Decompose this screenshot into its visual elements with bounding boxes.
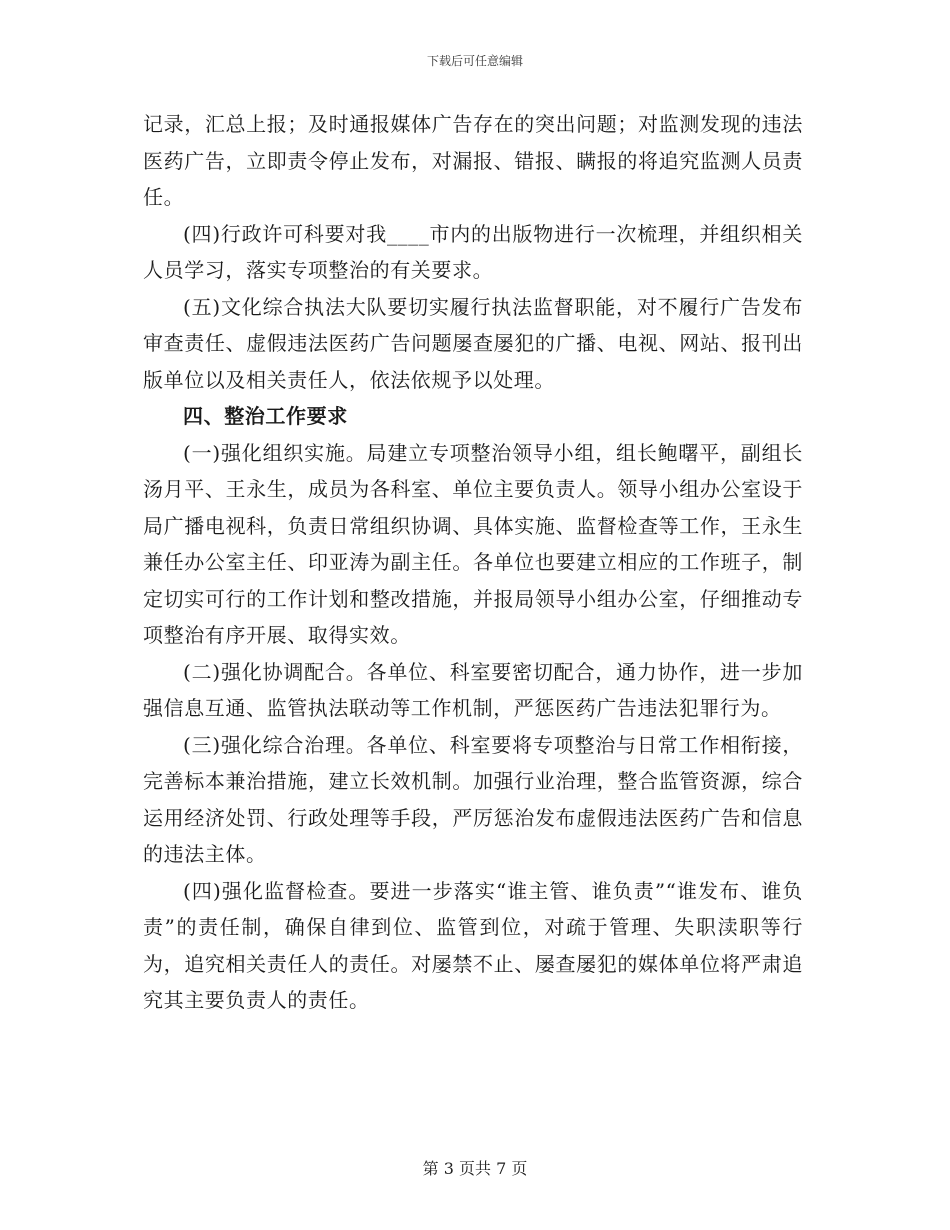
document-body: [143, 106, 803, 1019]
page-indicator: 第 3 页共 7 页: [422, 1159, 528, 1178]
paragraph-item-4-administrative-licensing: (四)行政许可科要对我____市内的出版物进行一次梳理，并组织相关人员学习，落实专项整治的有关要求。: [143, 221, 803, 282]
paragraph-req-1-organization: (一)强化组织实施。局建立专项整治领导小组，组长鲍曙平，副组长汤月平、王永生，成员为各科室、单位主要负责人。领导小组办公室设于局广播电视科，负责日常组织协调、具体实施、监督检查等工作，王永生兼任办公室主任、印亚涛为副主任。各单位也要建立相应的工作班子，制定切实可行的工作计划和整改措施，并报局领导小组办公室，仔细推动专项整治有序开展、取得实效。: [143, 440, 803, 647]
paragraph-req-3-governance: (三)强化综合治理。各单位、科室要将专项整治与日常工作相衔接，完善标本兼治措施，建立长效机制。加强行业治理，整合监管资源，综合运用经济处罚、行政处理等手段，严厉惩治发布虚假违法医药广告和信息的违法主体。: [143, 732, 803, 866]
paragraph-req-2-coordination: (二)强化协调配合。各单位、科室要密切配合，通力协作，进一步加强信息互通、监管执法联动等工作机制，严惩医药广告违法犯罪行为。: [143, 659, 803, 720]
paragraph-item-5-law-enforcement: (五)文化综合执法大队要切实履行执法监督职能，对不履行广告发布审查责任、虚假违法医药广告问题屡查屡犯的广播、电视、网站、报刊出版单位以及相关责任人，依法依规予以处理。: [143, 294, 803, 392]
paragraph-req-4-supervision: (四)强化监督检查。要进一步落实“谁主管、谁负责”“谁发布、谁负责”的责任制，确保自律到位、监管到位，对疏于管理、失职渎职等行为，追究相关责任人的责任。对屡禁不止、屡查屡犯的媒体单位将严肃追究其主要负责人的责任。: [143, 878, 803, 1012]
paragraph-continuation: 记录，汇总上报；及时通报媒体广告存在的突出问题；对监测发现的违法医药广告，立即责令停止发布，对漏报、错报、瞒报的将追究监测人员责任。: [143, 112, 803, 209]
header-note: 下载后可任意编辑: [426, 54, 523, 68]
section-heading-requirements: 四、整治工作要求: [183, 404, 348, 428]
